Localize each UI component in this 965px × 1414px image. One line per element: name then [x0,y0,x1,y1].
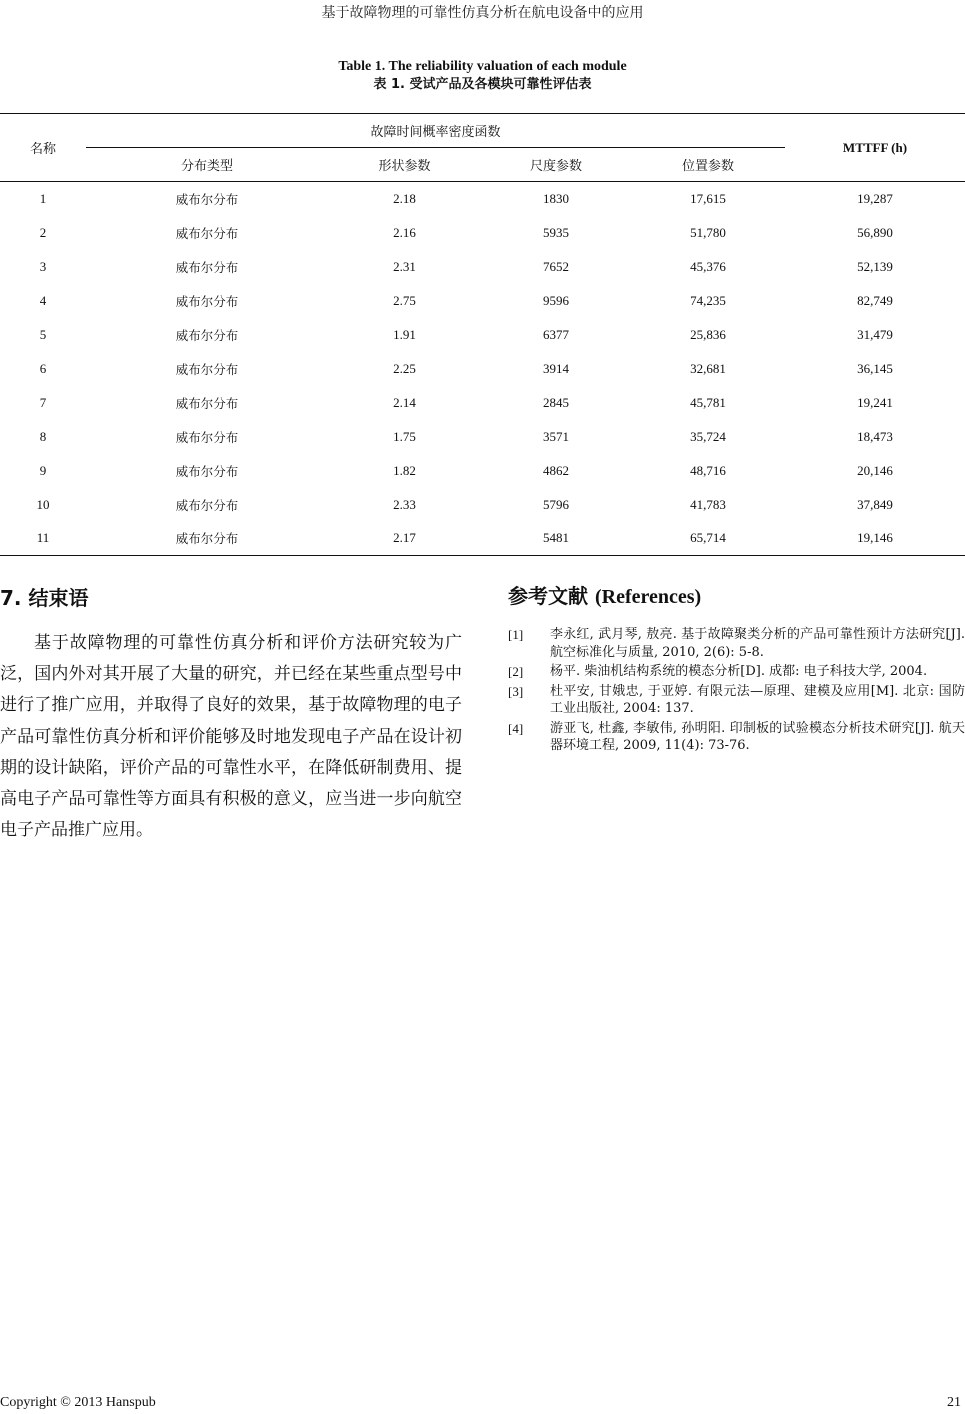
cell-mttff: 52,139 [857,258,893,274]
header-name: 名称 [29,142,56,157]
cell-dist-type: 威布尔分布 [175,531,239,547]
cell-scale: 5481 [543,530,569,546]
cell-shape: 2.17 [393,530,416,546]
page-number: 21 [947,1395,961,1410]
table-row [0,216,965,250]
table-row [0,318,965,352]
cell-mttff: 19,241 [857,394,893,410]
cell-mttff: 82,749 [857,292,893,308]
cell-scale: 6377 [543,326,569,342]
header-shape: 形状参数 [378,159,431,174]
cell-mttff: 19,287 [857,190,893,206]
cell-shape: 1.75 [393,428,416,444]
cell-dist-type: 威布尔分布 [175,225,239,241]
reference-item [508,720,965,755]
cell-location: 51,780 [690,224,726,240]
cell-location: 48,716 [690,462,726,478]
section-title: 7. 结束语 [0,586,89,610]
cell-location: 45,376 [690,258,726,274]
cell-id: 1 [39,190,47,206]
table-row [0,250,965,284]
cell-id: 8 [39,428,47,444]
table-row [0,488,965,522]
cell-shape: 2.25 [393,360,416,376]
table-row [0,386,965,420]
table-row [0,420,965,454]
cell-mttff: 36,145 [857,360,893,376]
cell-shape: 2.33 [393,496,416,512]
table-caption [0,58,965,94]
cell-dist-type: 威布尔分布 [175,395,239,411]
table-body [0,182,965,556]
references-title [508,580,701,609]
header-pdf-group: 故障时间概率密度函数 [86,114,785,148]
cell-location: 25,836 [690,326,726,342]
cell-location: 41,783 [690,496,726,512]
cell-mttff: 20,146 [857,462,893,478]
reliability-table [0,113,965,556]
table-row [0,182,965,216]
cell-scale: 4862 [543,462,569,478]
table-row [0,454,965,488]
cell-scale: 7652 [543,258,569,274]
cell-id: 10 [36,496,50,512]
cell-dist-type: 威布尔分布 [175,191,239,207]
cell-mttff: 19,146 [857,530,893,546]
cell-location: 35,724 [690,428,726,444]
cell-shape: 2.14 [393,394,416,410]
reference-number: [4] [508,720,524,736]
cell-dist-type: 威布尔分布 [175,429,239,445]
cell-shape: 2.31 [393,258,416,274]
cell-shape: 2.16 [393,224,416,240]
cell-id: 4 [39,292,47,308]
reference-number: [1] [508,627,524,642]
reference-text: 游亚飞, 杜鑫, 李敏伟, 孙明阳. 印制板的试验模态分析技术研究[J]. 航天器环境工程, 2009, 11(4): 73-76. [550,720,965,753]
cell-dist-type: 威布尔分布 [175,463,239,479]
references-title-en: (References) [594,586,702,608]
table-row [0,284,965,318]
reference-text: 杨平. 柴油机结构系统的模态分析[D]. 成都: 电子科技大学, 2004. [550,664,928,679]
cell-scale: 3571 [543,428,569,444]
cell-id: 3 [39,258,47,274]
header-dist-type: 分布类型 [180,159,233,174]
cell-id: 11 [36,530,50,546]
cell-scale: 5935 [543,224,569,240]
cell-location: 65,714 [690,530,726,546]
cell-id: 2 [39,224,47,240]
reference-number: [3] [508,683,524,699]
cell-id: 9 [39,462,47,478]
cell-dist-type: 威布尔分布 [175,259,239,275]
cell-dist-type: 威布尔分布 [175,497,239,513]
cell-scale: 2845 [543,394,569,410]
reference-item [508,683,965,718]
cell-shape: 1.82 [393,462,416,478]
cell-mttff: 37,849 [857,496,893,512]
references-title-zh: 参考文献 [508,584,588,608]
cell-scale: 9596 [543,292,569,308]
cell-id: 7 [39,394,47,410]
cell-mttff: 18,473 [857,428,893,444]
cell-scale: 1830 [543,190,569,206]
footer-copyright: Copyright © 2013 Hanspub [0,1395,156,1410]
table-row [0,352,965,386]
table-caption-zh: 表 1. 受试产品及各模块可靠性评估表 [373,77,592,92]
cell-mttff: 56,890 [857,224,893,240]
cell-location: 45,781 [690,394,726,410]
cell-location: 32,681 [690,360,726,376]
cell-dist-type: 威布尔分布 [175,361,239,377]
cell-scale: 3914 [543,360,569,376]
reference-item [508,663,965,681]
cell-dist-type: 威布尔分布 [175,327,239,343]
table-caption-en: Table 1. The reliability valuation of each module [338,59,627,74]
cell-location: 17,615 [690,190,726,206]
conclusion-paragraph: 基于故障物理的可靠性仿真分析和评价方法研究较为广泛，国内外对其开展了大量的研究，并已经在某些重点型号中进行了推广应用，并取得了良好的效果，基于故障物理的电子产品可靠性仿真分析和评价能够及时地发现电子产品在设计初期的设计缺陷，评价产品的可靠性水平，在降低研制费用、提高电子产品可靠性等方面具有积极的意义，应当进一步向航空电子产品推广应用。 [0,633,462,841]
cell-shape: 2.18 [393,190,416,206]
cell-scale: 5796 [543,496,569,512]
cell-location: 74,235 [690,292,726,308]
cell-mttff: 31,479 [857,326,893,342]
reference-list [508,626,965,757]
reference-text: 杜平安, 甘娥忠, 于亚婷. 有限元法—原理、建模及应用[M]. 北京: 国防工业出版社, 2004: 137. [550,683,965,716]
header-scale: 尺度参数 [529,159,582,174]
cell-shape: 1.91 [393,326,416,342]
header-mttff: MTTFF (h) [842,139,908,155]
header-location: 位置参数 [681,159,734,174]
cell-dist-type: 威布尔分布 [175,293,239,309]
cell-id: 5 [39,326,47,342]
reference-number: [2] [508,664,524,679]
cell-shape: 2.75 [393,292,416,308]
reference-text: 李永红, 武月琴, 敖亮. 基于故障聚类分析的产品可靠性预计方法研究[J]. 航空标准化与质量, 2010, 2(6): 5-8. [550,627,965,660]
running-head: 基于故障物理的可靠性仿真分析在航电设备中的应用 [321,5,644,21]
table-row [0,522,965,556]
cell-id: 6 [39,360,47,376]
reference-item [508,626,965,661]
